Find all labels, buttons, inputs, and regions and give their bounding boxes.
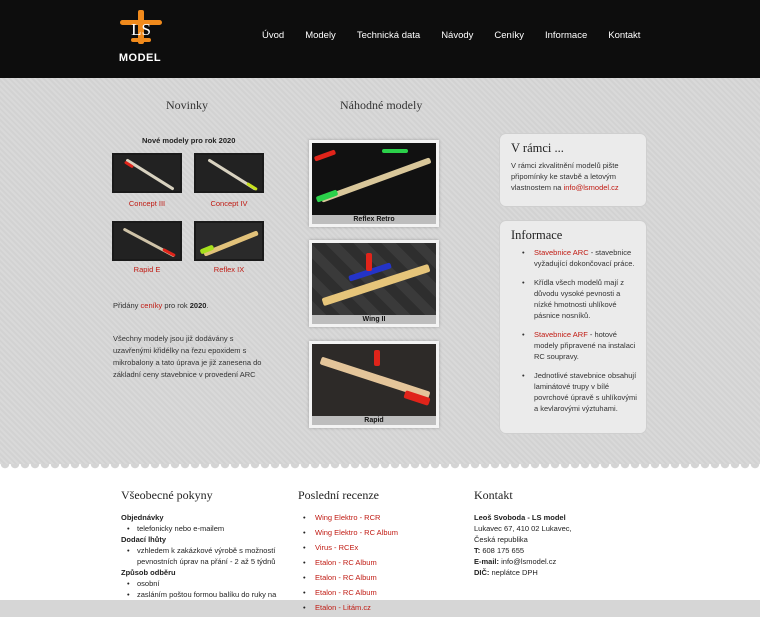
review-link[interactable]: • Virus - RCEx xyxy=(303,542,453,553)
random-model-card[interactable] xyxy=(309,140,439,227)
model-caption: Wing II xyxy=(312,315,436,324)
pokyny-item: • zasláním poštou formou balíku do ruky na xyxy=(121,589,281,600)
kontakt-address: Lukavec 67, 410 02 Lukavec, xyxy=(474,524,572,533)
pokyny-heading: Způsob odběru xyxy=(121,568,176,577)
info-item xyxy=(522,329,638,362)
plane-wingtip xyxy=(314,149,336,161)
info-item-text: Jednotlivé stavebnice obsahují laminátové trupy v bílé povrchové úpravě s uhlíkovými a kevlarovými výztuhami. xyxy=(534,371,637,413)
email-label: E-mail: xyxy=(474,557,500,566)
new-models-heading: Nové modely pro rok 2020 xyxy=(142,136,236,145)
model-image xyxy=(312,344,436,416)
thumb-label-rapid-e[interactable]: Rapid E xyxy=(133,265,161,274)
review-link[interactable]: • Wing Elektro - RCR xyxy=(303,512,453,523)
review-link[interactable]: • Wing Elektro - RC Album xyxy=(303,527,453,538)
info-item xyxy=(522,277,638,321)
kontakt-dic xyxy=(474,567,624,578)
pokyny-item: • telefonicky nebo e-mailem xyxy=(121,523,281,534)
nahodne-title: Náhodné modely xyxy=(340,98,423,112)
email-value[interactable]: info@lsmodel.cz xyxy=(501,557,557,566)
model-image xyxy=(312,143,436,215)
review-link[interactable]: • Etalon - RC Album xyxy=(303,572,453,583)
plane-tail xyxy=(382,149,408,153)
review-link[interactable]: • Etalon - RC Album xyxy=(303,557,453,568)
informace-title: Informace xyxy=(511,228,563,242)
phone-label: T: xyxy=(474,546,481,555)
thumb-label-reflex-ix[interactable]: Reflex IX xyxy=(213,265,245,274)
info-item-text: - stavebnice vyžadující dokončovací práce. xyxy=(534,248,635,268)
thumb-reflex-ix[interactable] xyxy=(194,221,264,261)
dic-value: neplátce DPH xyxy=(491,568,538,577)
model-caption: Rapid xyxy=(312,416,436,425)
model-caption: Reflex Retro xyxy=(312,215,436,224)
nav-technicka-data[interactable]: Technická data xyxy=(356,30,421,41)
logo-letters: LS xyxy=(131,20,151,39)
stavebnice-arf-link[interactable]: Stavebnice ARF xyxy=(534,330,588,339)
added-year: 2020 xyxy=(189,301,207,310)
ceniky-link[interactable]: ceníky xyxy=(140,301,163,310)
site-footer xyxy=(0,474,760,612)
model-image xyxy=(312,243,436,315)
plane-fin xyxy=(374,350,380,366)
v-ramci-text xyxy=(500,156,646,193)
site-header xyxy=(0,0,760,78)
v-ramci-email-link[interactable]: info@lsmodel.cz xyxy=(563,183,619,192)
added-prefix: Přidány xyxy=(113,301,139,310)
pokyny-item: • vzhledem k zakázkové výrobě s možností pevnostních úprav na přání - 2 až 5 týdnů xyxy=(121,545,281,567)
thumb-label-concept-iii[interactable]: Concept III xyxy=(128,199,166,208)
kontakt-title: Kontakt xyxy=(474,488,513,502)
main-content xyxy=(0,78,760,472)
added-mid: pro rok xyxy=(164,301,188,310)
nav-uvod[interactable]: Úvod xyxy=(262,30,285,41)
kontakt-country: Česká republika xyxy=(474,535,528,544)
v-ramci-title: V rámci ... xyxy=(511,141,564,155)
novinky-title: Novinky xyxy=(166,98,208,112)
logo-plane-icon xyxy=(118,8,164,48)
kontakt-phone xyxy=(474,545,624,556)
review-link[interactable]: • Etalon - Litám.cz xyxy=(303,602,453,613)
kontakt-email xyxy=(474,556,624,567)
kontakt-name: Leoš Svoboda - LS model xyxy=(474,513,566,522)
thumb-rapid-e[interactable] xyxy=(112,221,182,261)
plane-wing xyxy=(125,158,174,190)
dic-label: DIČ: xyxy=(474,568,490,577)
info-item xyxy=(522,247,638,269)
added-pricelists xyxy=(113,301,209,310)
plane-wing xyxy=(203,230,259,256)
info-item-text: Křídla všech modelů mají z důvodu vysoké pevnosti a nízké hmotnosti uhlíkové pásnice nosníků. xyxy=(534,278,625,320)
thumb-concept-iii[interactable] xyxy=(112,153,182,193)
thumb-concept-iv[interactable] xyxy=(194,153,264,193)
nav-modely[interactable]: Modely xyxy=(305,30,336,41)
pokyny-heading: Objednávky xyxy=(121,513,164,522)
plane-fin xyxy=(366,253,372,271)
recenze-list xyxy=(303,512,453,617)
plane-wing xyxy=(320,157,431,202)
informace-list xyxy=(500,243,646,414)
pokyny-title: Všeobecné pokyny xyxy=(121,488,213,502)
informace-box xyxy=(499,220,647,434)
pokyny-list xyxy=(121,512,281,600)
added-suffix: . xyxy=(206,301,209,310)
logo-text: MODEL xyxy=(118,52,162,64)
pokyny-item: • osobní xyxy=(121,578,281,589)
v-ramci-body: V rámci zkvalitnění modelů pište připomínky ke stavbě a letovým vlastnostem na xyxy=(511,161,619,192)
main-nav xyxy=(262,30,640,41)
phone-value: 608 175 655 xyxy=(482,546,525,555)
random-model-card[interactable] xyxy=(309,341,439,428)
random-model-card[interactable] xyxy=(309,240,439,327)
info-item-text: - hotové modely připravené na instalaci RC soupravy. xyxy=(534,330,636,361)
nav-kontakt[interactable]: Kontakt xyxy=(608,30,641,41)
thumb-label-concept-iv[interactable]: Concept IV xyxy=(210,199,248,208)
review-link[interactable]: • Etalon - RC Album xyxy=(303,587,453,598)
nav-informace[interactable]: Informace xyxy=(544,30,588,41)
novinky-paragraph: Všechny modely jsou již dodávány s uzavřenými křidélky na řezu epoxidem s mikrobalony a tato úprava je již zanesena do základní ceny stavebnice v provedení ARC xyxy=(113,334,262,379)
kontakt-details xyxy=(474,512,624,578)
info-item xyxy=(522,370,638,414)
pokyny-heading: Dodací lhůty xyxy=(121,535,167,544)
nav-ceniky[interactable]: Ceníky xyxy=(494,30,524,41)
scalloped-divider xyxy=(0,464,760,474)
stavebnice-arc-link[interactable]: Stavebnice ARC xyxy=(534,248,589,257)
v-ramci-box xyxy=(499,133,647,207)
recenze-title: Poslední recenze xyxy=(298,488,379,502)
nav-navody[interactable]: Návody xyxy=(441,30,474,41)
logo[interactable] xyxy=(112,8,168,66)
